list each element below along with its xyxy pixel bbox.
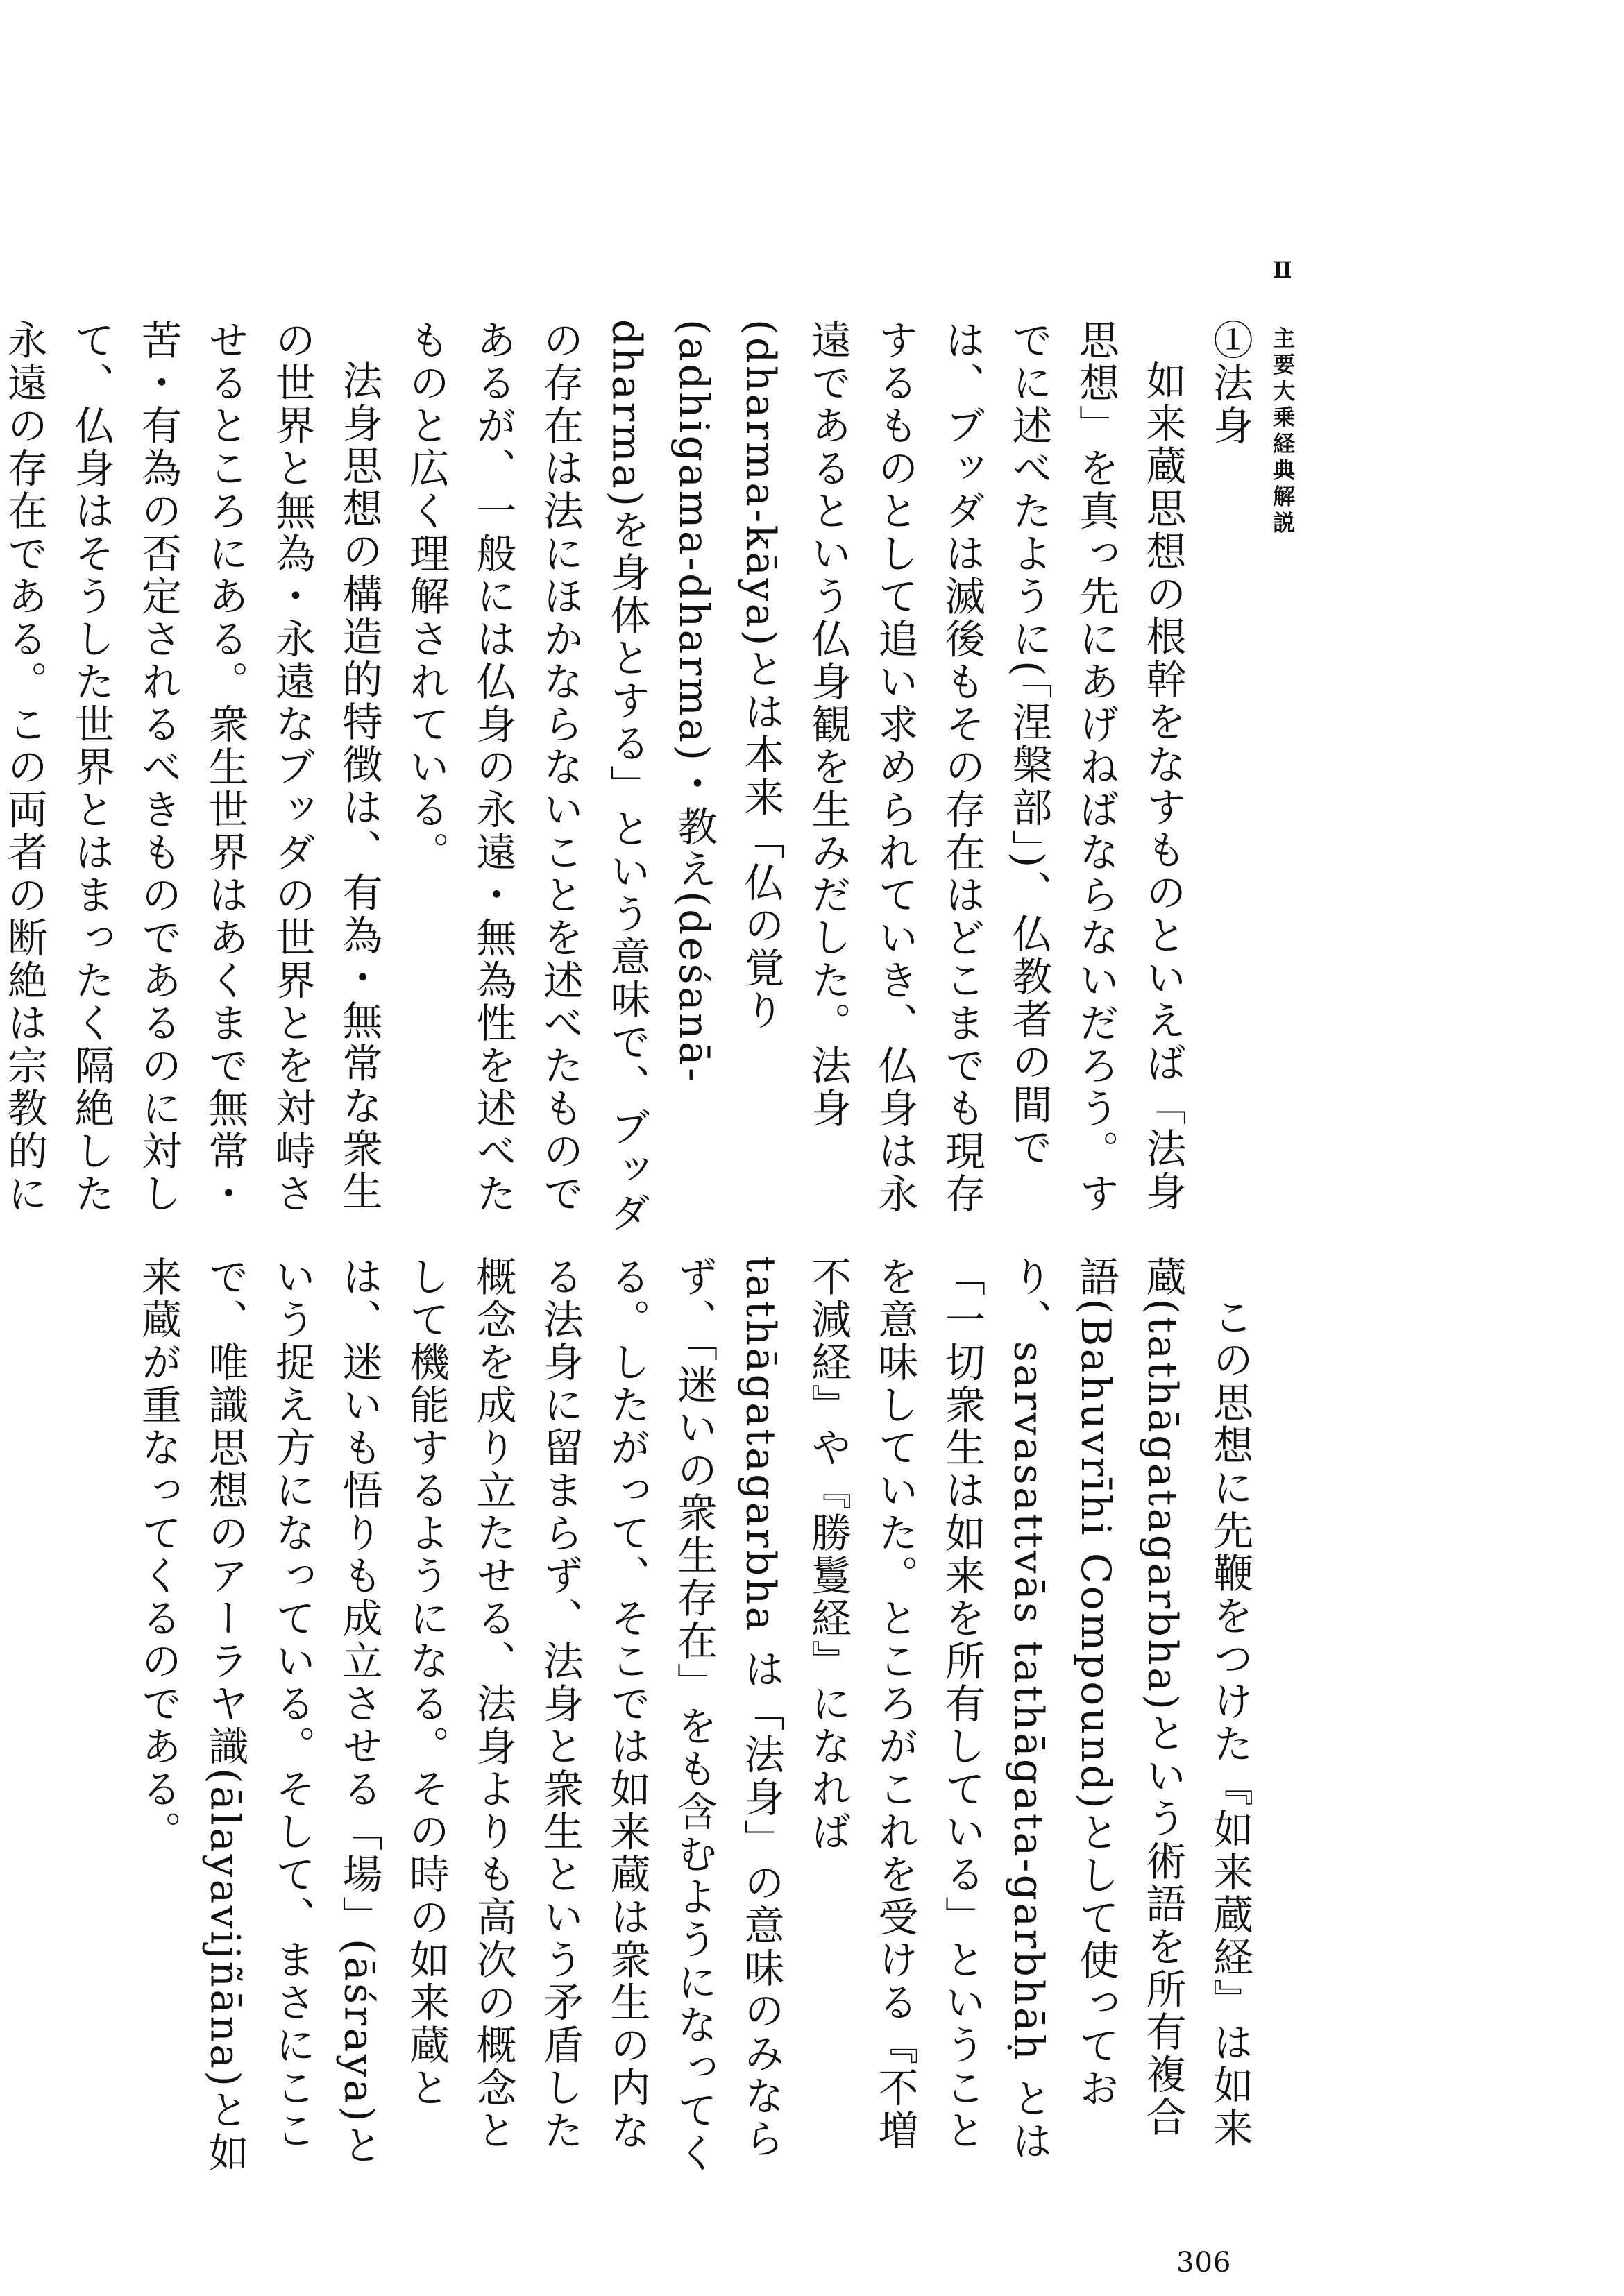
section-heading: ①法身 xyxy=(1206,319,1253,448)
lower-text-block xyxy=(83,1256,1263,2179)
paragraph-1: 如来蔵思想の根幹をなすものといえば「法身思想」を真っ先にあげねばならないだろう。すでに述べたように(「涅槃部」)、仏教者の間では、ブッダは滅後もその存在はどこまでも現存するものとして追い求められていき、仏身は永遠であるという仏身観を生みだした。法身(dharma-kāya)とは本来「仏の覚り(adhigama-dharma)・教え(deśanā-dharma)を身体とする」という意味で、ブッダの存在は法にほかならないことを述べたものであるが、一般には仏身の永遠・無為性を述べたものと広く理解されている。 xyxy=(403,319,1187,1234)
paragraph-3: この思想に先鞭をつけた『如来蔵経』は如来蔵(tathāgatagarbha)という術語を所有複合語(Bahuvrīhi Compound)として使っており、sarvasattvās tathāgata-garbhāḥ とは「一切衆生は如来を所有している」ということを意味していた。ところがこれを受ける『不増不減経』や『勝鬘経』になれば tathāgatagarbha は「法身」の意味のみならず、「迷いの衆生存在」をも含むようになってくる。したがって、そこでは如来蔵は衆生の内なる法身に留まらず、法身と衆生という矛盾した概念を成り立たせる、法身よりも高次の概念として機能するようになる。その時の如来蔵とは、迷いも悟りも成立させる「場」(āśraya)という捉え方になっている。そして、まさにここで、唯識思想のアーラヤ識(ālayavijñāna)と如来蔵が重なってくるのである。 xyxy=(135,1256,1253,2175)
page-number: 306 xyxy=(1176,2247,1232,2279)
running-head xyxy=(1271,257,1294,537)
running-head-title: 主要大乗経典解説 xyxy=(1269,326,1296,538)
upper-text-block xyxy=(1,319,1263,1242)
part-number: Ⅱ xyxy=(1269,257,1296,287)
paragraph-2: 法身思想の構造的特徴は、有為・無常な衆生の世界と無為・永遠なブッダの世界とを対峙させるところにある。衆生世界はあくまで無常・苦・有為の否定されるべきものであるのに対して、仏身はそうした世界とはまったく隔絶した永遠の存在である。この両者の断絶は宗教的に xyxy=(1,319,383,1216)
